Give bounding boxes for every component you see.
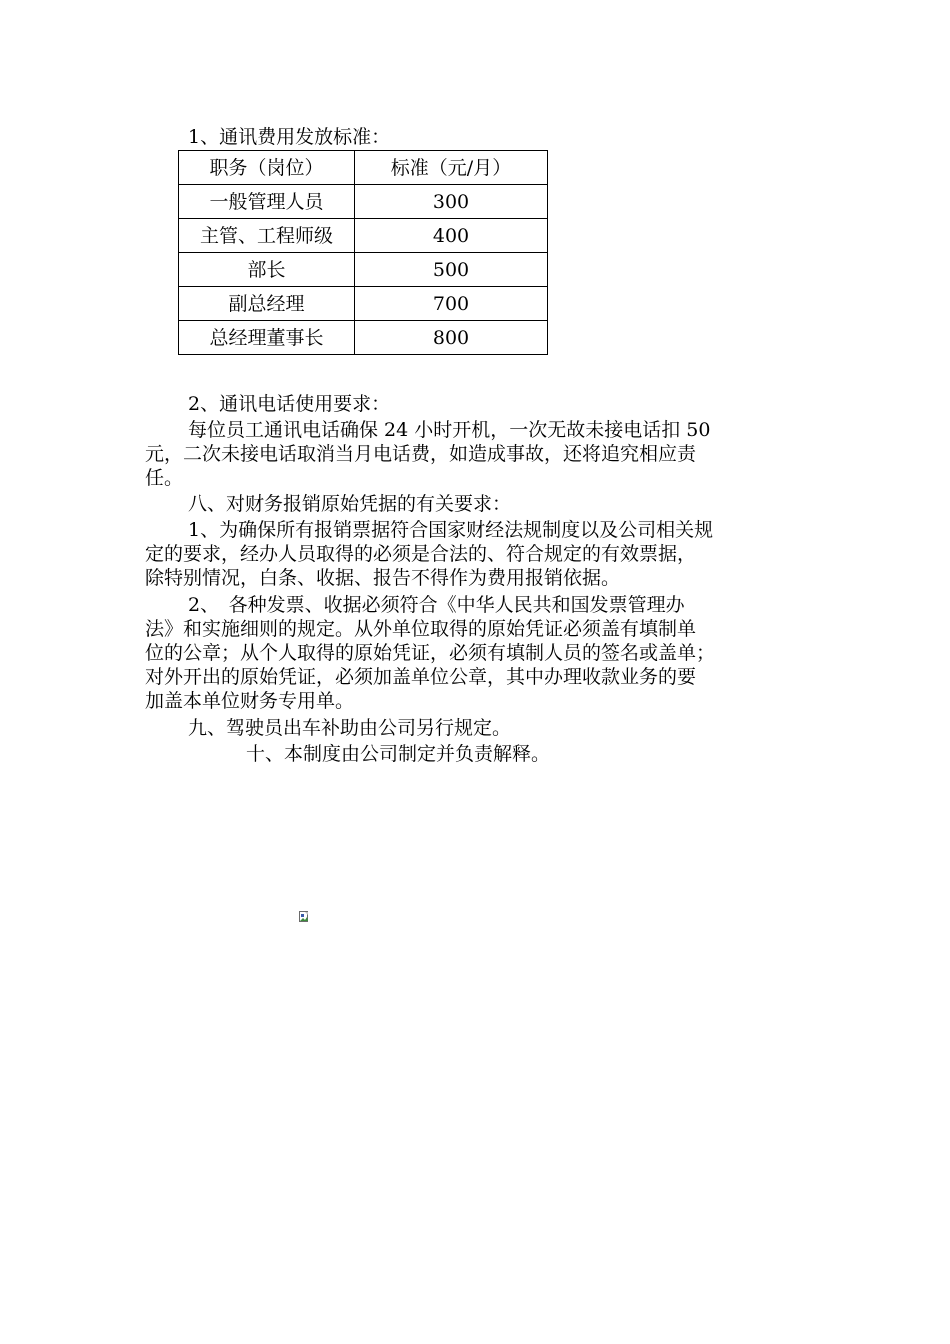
reimbursement-item2-line: 对外开出的原始凭证，必须加盖单位公章，其中办理收款业务的要 — [145, 666, 697, 688]
reimbursement-item2-line: 位的公章；从个人取得的原始凭证，必须有填制人员的签名或盖单； — [145, 642, 716, 664]
phone-usage-heading: 2、通讯电话使用要求： — [188, 393, 391, 415]
table-cell-position: 部长 — [179, 253, 355, 287]
table-row — [179, 185, 548, 219]
reimbursement-item1-line: 定的要求，经办人员取得的必须是合法的、符合规定的有效票据， — [145, 543, 697, 565]
table-row — [179, 287, 548, 321]
phone-usage-line: 每位员工通讯电话确保 24 小时开机，一次无故未接电话扣 50 — [188, 419, 711, 441]
table-cell-amount: 500 — [355, 253, 548, 287]
broken-image-icon — [299, 911, 309, 923]
reimbursement-item2-line: 加盖本单位财务专用单。 — [145, 690, 355, 712]
table-header-position: 职务（岗位） — [179, 151, 355, 185]
table-header-row — [179, 151, 548, 185]
reimbursement-item2-line: 2、 各种发票、收据必须符合《中华人民共和国发票管理办 — [188, 594, 685, 616]
reimbursement-heading: 八、对财务报销原始凭据的有关要求： — [188, 493, 512, 515]
table-cell-amount: 700 — [355, 287, 548, 321]
table-cell-amount: 400 — [355, 219, 548, 253]
comm-fee-standard-heading: 1、通讯费用发放标准： — [188, 126, 391, 148]
phone-usage-line: 任。 — [145, 467, 184, 489]
table-cell-position: 主管、工程师级 — [179, 219, 355, 253]
reimbursement-item1-line: 1、为确保所有报销票据符合国家财经法规制度以及公司相关规 — [188, 519, 714, 541]
table-cell-position: 总经理董事长 — [179, 321, 355, 355]
phone-usage-line: 元，二次未接电话取消当月电话费，如造成事故，还将追究相应责 — [145, 443, 697, 465]
comm-fee-table — [178, 150, 548, 355]
table-row — [179, 219, 548, 253]
table-row — [179, 321, 548, 355]
reimbursement-item2-line: 法》和实施细则的规定。从外单位取得的原始凭证必须盖有填制单 — [145, 618, 697, 640]
table-cell-position: 副总经理 — [179, 287, 355, 321]
interpretation-text: 十、本制度由公司制定并负责解释。 — [246, 743, 551, 765]
reimbursement-item1-line: 除特别情况，白条、收据、报告不得作为费用报销依据。 — [145, 567, 621, 589]
driver-subsidy-text: 九、驾驶员出车补助由公司另行规定。 — [188, 717, 512, 739]
table-header-standard: 标准（元/月） — [355, 151, 548, 185]
table-cell-position: 一般管理人员 — [179, 185, 355, 219]
table-cell-amount: 800 — [355, 321, 548, 355]
table-cell-amount: 300 — [355, 185, 548, 219]
table-row — [179, 253, 548, 287]
